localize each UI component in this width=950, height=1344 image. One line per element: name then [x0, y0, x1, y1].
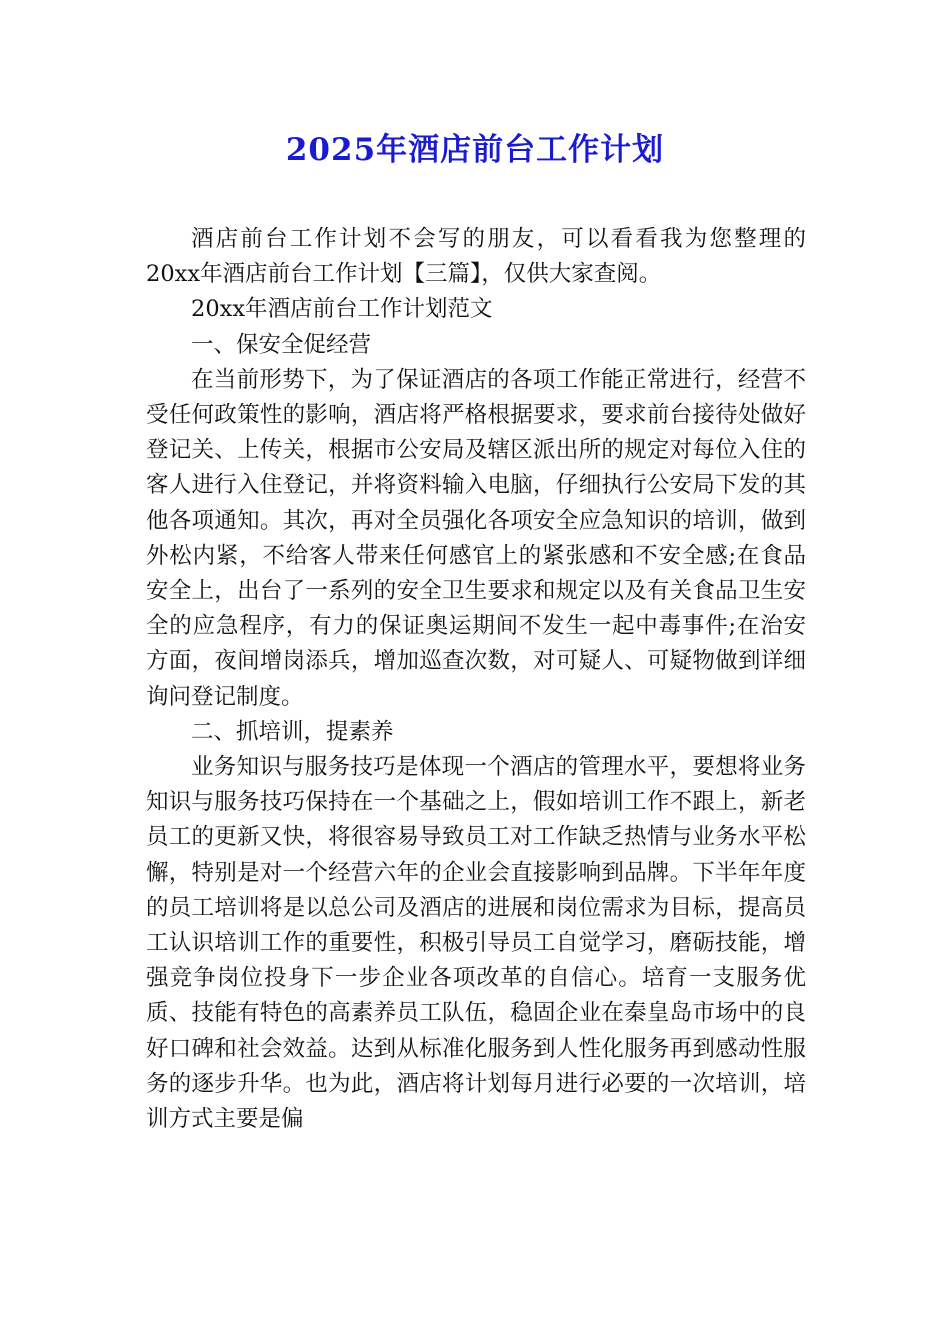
intro-paragraph: 酒店前台工作计划不会写的朋友，可以看看我为您整理的20xx年酒店前台工作计划【三篇】，仅供大家查阅。 [146, 226, 806, 288]
section-paragraph-1: 在当前形势下，为了保证酒店的各项工作能正常进行，经营不受任何政策性的影响，酒店将严格根据要求，要求前台接待处做好登记关、上传关，根据市公安局及辖区派出所的规定对每位入住的客人进行入住登记，并将资料输入电脑，仔细执行公安局下发的其他各项通知。其次，再对全员强化各项安全应急知识的培训，做到外松内紧，不给客人带来任何感官上的紧张感和不安全感;在食品安全上，出台了一系列的安全卫生要求和规定以及有关食品卫生安全的应急程序，有力的保证奥运期间不发生一起中毒事件;在治安方面，夜间增岗添兵，增加巡查次数，对可疑人、可疑物做到详细询问登记制度。 [146, 366, 806, 710]
section-heading-1: 一、保安全促经营 [191, 331, 372, 358]
section-paragraph-2: 业务知识与服务技巧是体现一个酒店的管理水平，要想将业务知识与服务技巧保持在一个基础之上，假如培训工作不跟上，新老员工的更新又快，将很容易导致员工对工作缺乏热情与业务水平松懈，特别是对一个经营六年的企业会直接影响到品牌。下半年年度的员工培训将是以总公司及酒店的进展和岗位需求为目标，提高员工认识培训工作的重要性，积极引导员工自觉学习，磨砺技能，增强竞争岗位投身下一步企业各项改革的自信心。培育一支服务优质、技能有特色的高素养员工队伍，稳固企业在秦皇岛市场中的良好口碑和社会效益。达到从标准化服务到人性化服务再到感动性服务的逐步升华。也为此，酒店将计划每月进行必要的一次培训，培训方式主要是偏 [146, 754, 806, 1133]
document-title: 2025年酒店前台工作计划 [285, 132, 665, 168]
section-heading-2: 二、抓培训，提素养 [191, 718, 394, 745]
document-body [146, 222, 806, 1137]
sample-heading: 20xx年酒店前台工作计划范文 [191, 296, 493, 323]
